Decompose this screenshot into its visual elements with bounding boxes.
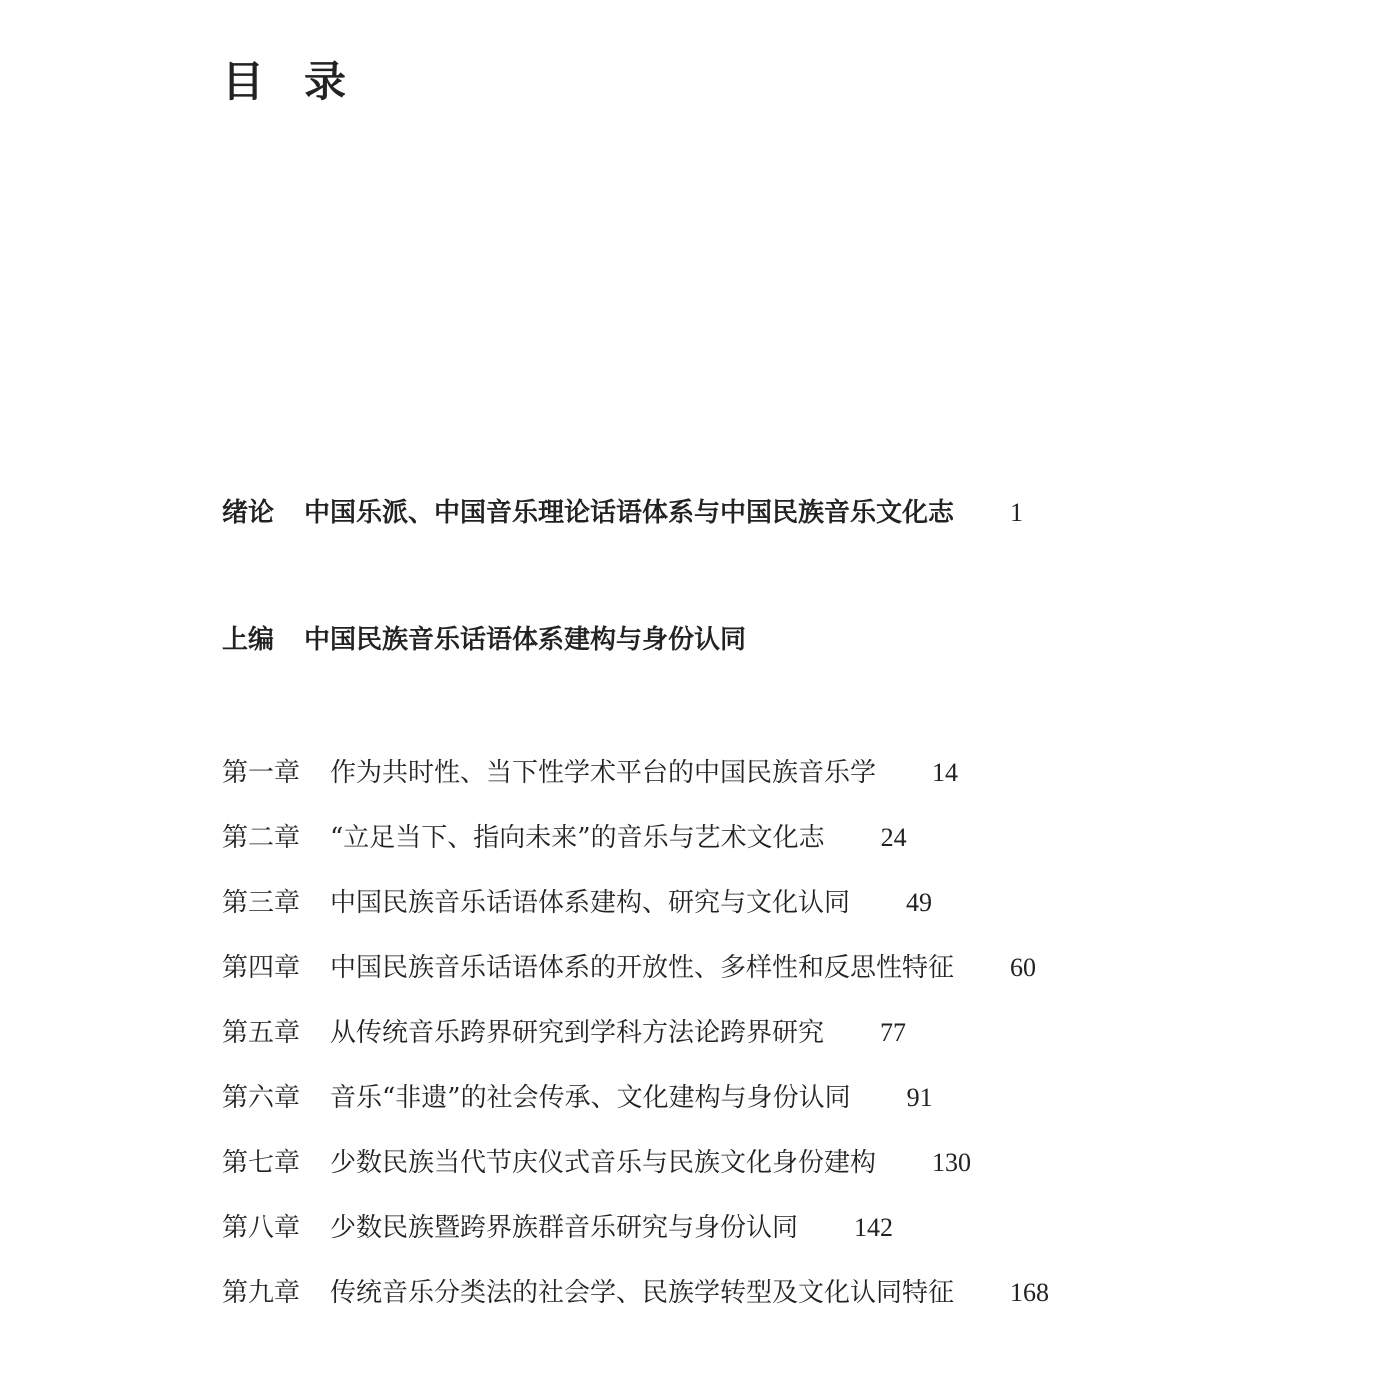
chapter-title: 作为共时性、当下性学术平台的中国民族音乐学 <box>330 758 877 788</box>
chapter-label: 第五章 <box>222 1018 301 1048</box>
chapter-page: 24 <box>880 823 907 852</box>
chapter-page: 130 <box>932 1148 972 1177</box>
toc-entry-chapter[interactable] <box>222 1211 893 1245</box>
chapter-page: 14 <box>932 758 959 787</box>
toc-entry-intro[interactable] <box>222 496 1023 530</box>
chapter-label: 第二章 <box>222 823 301 853</box>
chapter-label: 第四章 <box>222 953 301 983</box>
chapter-page: 60 <box>1010 953 1037 982</box>
entry-title: 中国乐派、中国音乐理论话语体系与中国民族音乐文化志 <box>304 498 955 528</box>
entry-label: 绪论 <box>222 498 275 528</box>
chapter-label: 第九章 <box>222 1278 301 1308</box>
chapter-label: 第八章 <box>222 1213 301 1243</box>
toc-entry-chapter[interactable] <box>222 1146 971 1180</box>
toc-entry-chapter[interactable] <box>222 1081 933 1115</box>
part-title: 中国民族音乐话语体系建构与身份认同 <box>304 625 747 655</box>
toc-entry-chapter[interactable] <box>222 1016 906 1050</box>
chapter-label: 第三章 <box>222 888 301 918</box>
toc-part-heading[interactable] <box>222 623 746 657</box>
toc-entry-chapter[interactable] <box>222 886 932 920</box>
chapter-page: 168 <box>1010 1278 1050 1307</box>
toc-entry-chapter[interactable] <box>222 821 907 855</box>
page-title: 目录 <box>222 57 387 106</box>
toc-entry-chapter[interactable] <box>222 951 1036 985</box>
chapter-page: 77 <box>880 1018 907 1047</box>
toc-entry-chapter[interactable] <box>222 1276 1049 1310</box>
chapter-label: 第七章 <box>222 1148 301 1178</box>
toc-entry-chapter[interactable] <box>222 756 958 790</box>
entry-page: 1 <box>1010 498 1024 527</box>
chapter-label: 第一章 <box>222 758 301 788</box>
chapter-title: “立足当下、指向未来”的音乐与艺术文化志 <box>330 823 825 853</box>
chapter-title: 传统音乐分类法的社会学、民族学转型及文化认同特征 <box>330 1278 955 1308</box>
chapter-page: 49 <box>906 888 933 917</box>
chapter-page: 142 <box>854 1213 894 1242</box>
chapter-title: 中国民族音乐话语体系的开放性、多样性和反思性特征 <box>330 953 955 983</box>
part-label: 上编 <box>222 625 275 655</box>
chapter-title: 音乐“非遗”的社会传承、文化建构与身份认同 <box>330 1083 851 1113</box>
chapter-page: 91 <box>906 1083 933 1112</box>
chapter-title: 少数民族当代节庆仪式音乐与民族文化身份建构 <box>330 1148 877 1178</box>
chapter-title: 中国民族音乐话语体系建构、研究与文化认同 <box>330 888 851 918</box>
chapter-title: 从传统音乐跨界研究到学科方法论跨界研究 <box>330 1018 825 1048</box>
chapter-label: 第六章 <box>222 1083 301 1113</box>
chapter-title: 少数民族暨跨界族群音乐研究与身份认同 <box>330 1213 799 1243</box>
